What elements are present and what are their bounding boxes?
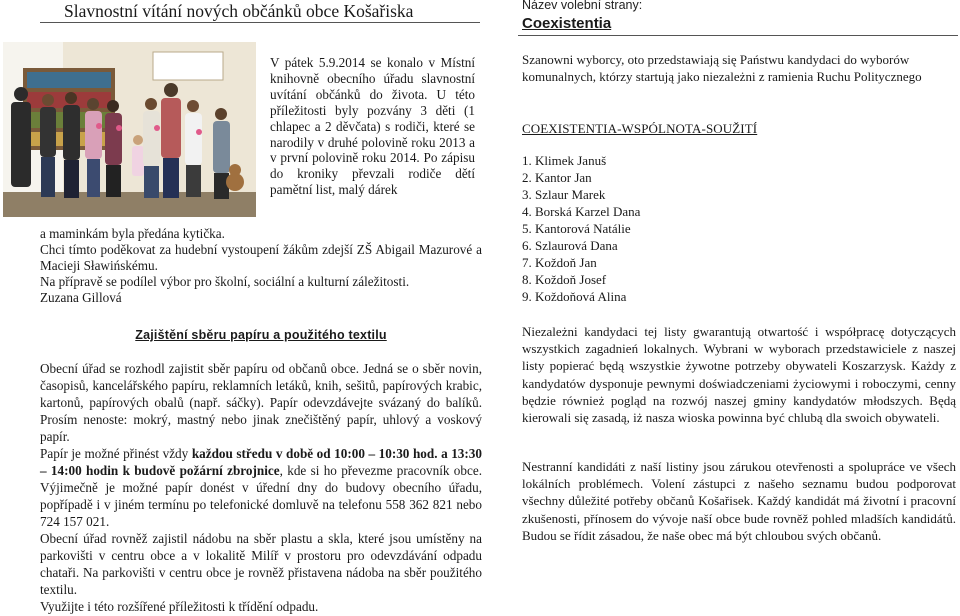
polish-intro: Szanowni wyborcy, oto przedstawiają się Państwu kandydaci do wyborów komunalnych, którzy startują jako niezależni z ramienia Ruchu Politycznego: [522, 52, 922, 84]
article-title: Slavnostní vítání nových občánků obce Košařiska: [64, 1, 414, 21]
candidate-item: 8. Koždoň Josef: [522, 272, 607, 287]
waste-collection-heading: Zajištění sběru papíru a použitého textilu: [135, 328, 387, 342]
waste-paragraph: Využijte i této rozšířené příležitosti k třídění odpadu.: [40, 599, 319, 614]
intro-paragraph-continued: [40, 226, 482, 306]
czech-paragraph: Nestranní kandidáti z naší listiny jsou zárukou otevřenosti a spolupráce ve všech lokálních problémech. Volení zástupci z našeho seznamu budou podporovat všechny důležité potřeby občanů Košařisek. Každý kandidát má životní i pracovní zkušenosti, přínosem do vývoje naší obce bude rovněž pohled mladších kandidátů. Budou se řídit zásadou, že naše obec má být chloubou svých občanů.: [522, 459, 956, 543]
polish-paragraph: Niezależni kandydaci tej listy gwarantują otwartość i współpracę dotyczących wszystkich zagadnień lokalnych. Wybrani w wyborach przedstawiciele z naszej listy popierać będą wszystkie żywotne potrzeby obywateli Koszarzysk. Każdy z kandydatów dysponuje pewnymi doświadczeniami życiowymi i roboczymi, cenny będzie również pogląd na rozwój naszej gminy kandydatów młodszych. Będą kierowali się zasadą, iż nasza wioska powinna być chlubą dla swoich obywateli.: [522, 324, 956, 426]
candidate-item: 3. Szlaur Marek: [522, 187, 606, 202]
waste-paragraph: [40, 445, 482, 530]
party-name: Coexistentia: [522, 15, 612, 32]
candidate-item: 4. Borská Karzel Dana: [522, 204, 641, 219]
candidate-item: 1. Klimek Januš: [522, 153, 607, 168]
waste-text: Papír je možné přinést vždy: [40, 446, 189, 461]
waste-paragraph: Obecní úřad se rozhodl zajistit sběr papíru od občanů obce. Jedná se o sběr novin, časopisů, kancelářského papíru, reklamních letáků, knih, sešitů, papírových krabic, kartonů, papírových obalů (např. sáčky). Papír odevzdávejte svázaný do balíků. Prosím nenoste: mokrý, mastný nebo jinak znečištěný papír, uhlový a voskový papír.: [40, 361, 482, 444]
candidate-list: [522, 152, 640, 305]
intro-author: Zuzana Gillová: [40, 289, 122, 305]
movement-heading: COEXISTENTIA-WSPÓLNOTA-SOUŽITÍ: [522, 121, 758, 136]
title-divider: [40, 22, 480, 23]
waste-collection-body: [40, 360, 482, 615]
candidate-item: 6. Szlaurová Dana: [522, 238, 618, 253]
welcome-ceremony-photo: [3, 42, 256, 217]
candidate-item: 9. Koždoňová Alina: [522, 289, 627, 304]
candidate-item: 5. Kantorová Natálie: [522, 221, 631, 236]
candidate-item: 7. Koždoň Jan: [522, 255, 597, 270]
candidate-item: 2. Kantor Jan: [522, 170, 592, 185]
waste-schedule: každou středu v době od 10:00 – 10:30 hod. a 13:30 – 14:00 hodin k budově požární zbrojnice: [40, 446, 482, 478]
waste-paragraph: Obecní úřad rovněž zajistil nádobu na sběr plastu a skla, které jsou umístěny na parkovišti v centru obce a v lokalitě Milíř v prostoru pro odevzdávání odpadu chataři. Na parkovišti v centru obce je rovněž přistavena nádoba na sběr použitého textilu.: [40, 531, 482, 597]
right-divider: [518, 35, 958, 36]
intro-line: Na přípravě se podílel výbor pro školní, sociální a kulturní záležitosti.: [40, 273, 410, 289]
party-name-label: Název volební strany:: [522, 0, 643, 12]
waste-text: , kde si ho převezme pracovník obce. Výjimečně je možné papír donést v úřední dny do budovy obecního úřadu, popřípadě i v jiném termínu po telefonické domluvě na telefonu 558 362 821 nebo 724 157 021.: [40, 463, 482, 529]
intro-line: a maminkám byla předána kytička.: [40, 226, 225, 241]
intro-line: Chci tímto poděkovat za hudební vystoupení žákům zdejší ZŠ Abigail Mazurové a Macieji Sławińskému.: [40, 241, 482, 273]
photo-illustration: [3, 42, 256, 217]
intro-paragraph-column: V pátek 5.9.2014 se konalo v Místní knihovně obecního úřadu slavnostní uvítání občánků do života. U této příležitosti byly pozvány 3 děti (1 chlapec a 2 děvčata) s rodiči, které se narodily v druhé polovině roku 2013 a v první polovině roku 2014. Po zápisu do kroniky převzali rodiče dětí pamětní list, malý dárek: [270, 55, 475, 198]
